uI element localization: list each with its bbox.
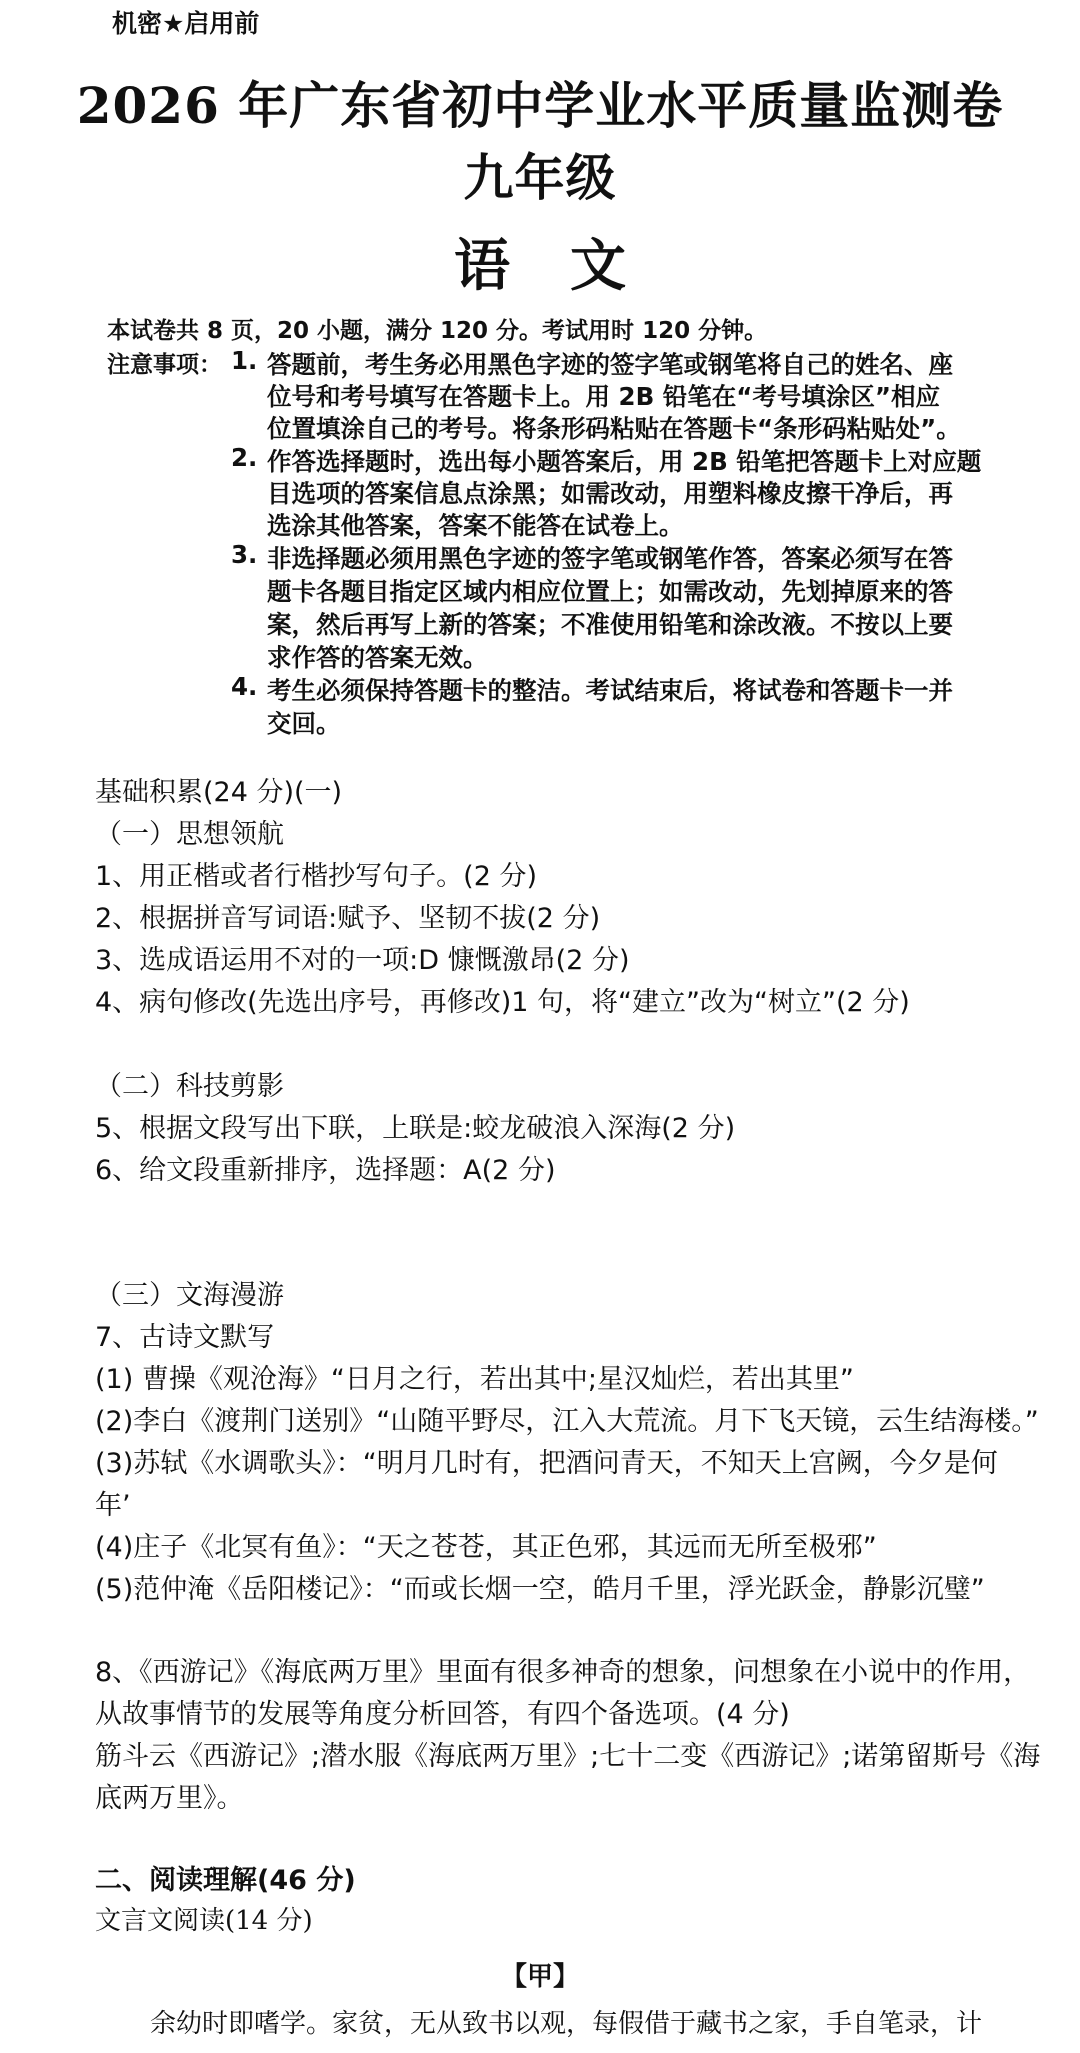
question-line: 2、根据拼音写词语:赋予、坚韧不拔(2 分) bbox=[95, 903, 601, 934]
notes-label: 注意事项： bbox=[107, 352, 222, 378]
exam-info: 本试卷共 8 页，20 小题，满分 120 分。考试用时 120 分钟。 bbox=[107, 318, 768, 344]
poem-line: (4)庄子《北冥有鱼》：“天之苍苍，其正色邪，其远而无所至极邪” bbox=[95, 1532, 877, 1563]
note-line: 非选择题必须用黑色字迹的签字笔或钢笔作答，答案必须写在答 bbox=[267, 544, 953, 573]
poem-line: (2)李白《渡荆门送别》“山随平野尽，江入大荒流。月下飞天镜，云生结海楼。” bbox=[95, 1406, 1039, 1437]
question-line: 4、病句修改(先选出序号，再修改)1 句，将“建立”改为“树立”(2 分) bbox=[95, 987, 910, 1018]
confidential-label: 机密★启用前 bbox=[112, 9, 260, 38]
question-line: 筋斗云《西游记》;潜水服《海底两万里》;七十二变《西游记》;诺第留斯号《海 bbox=[95, 1741, 1041, 1772]
question-line: 底两万里》。 bbox=[95, 1783, 244, 1814]
question-line: 从故事情节的发展等角度分析回答，有四个备选项。(4 分) bbox=[95, 1699, 790, 1730]
section-heading: 基础积累(24 分)(一) bbox=[95, 777, 343, 808]
subsection-heading: 文言文阅读(14 分) bbox=[95, 1906, 313, 1936]
poem-line: (3)苏轼《水调歌头》：“明月几时有，把酒问青天，不知天上宫阙，今夕是何 bbox=[95, 1448, 998, 1479]
poem-line: (1) 曹操《观沧海》“日月之行，若出其中;星汉灿烂，若出其里” bbox=[95, 1364, 854, 1395]
note-line: 位置填涂自己的考号。将条形码粘贴在答题卡“条形码粘贴处”。 bbox=[267, 414, 961, 443]
part-heading: （二）科技剪影 bbox=[95, 1071, 284, 1102]
note-line: 题卡各题目指定区域内相应位置上；如需改动，先划掉原来的答 bbox=[267, 577, 953, 606]
note-number: 2. bbox=[231, 443, 258, 472]
part-heading: （一）思想领航 bbox=[95, 819, 284, 850]
note-line: 作答选择题时，选出每小题答案后，用 2B 铅笔把答题卡上对应题 bbox=[267, 447, 982, 476]
note-number: 1. bbox=[231, 346, 258, 375]
section-heading: 二、阅读理解(46 分) bbox=[95, 1865, 356, 1896]
note-line: 答题前，考生务必用黑色字迹的签字笔或钢笔将自己的姓名、座 bbox=[267, 350, 953, 379]
note-line: 目选项的答案信息点涂黑；如需改动，用塑料橡皮擦干净后，再 bbox=[267, 479, 953, 508]
passage-text: 余幼时即嗜学。家贫，无从致书以观，每假借于藏书之家，手自笔录，计 bbox=[150, 2009, 983, 2039]
question-line: 1、用正楷或者行楷抄写句子。(2 分) bbox=[95, 861, 538, 892]
passage-marker: 【甲】 bbox=[500, 1962, 579, 1992]
note-line: 交回。 bbox=[267, 709, 341, 738]
note-line: 位号和考号填写在答题卡上。用 2B 铅笔在“考号填涂区”相应 bbox=[267, 382, 940, 411]
question-line: 3、选成语运用不对的一项:D 慷慨激昂(2 分) bbox=[95, 945, 630, 976]
question-line: 6、给文段重新排序，选择题：A(2 分) bbox=[95, 1155, 556, 1186]
question-line: 5、根据文段写出下联，上联是:蛟龙破浪入深海(2 分) bbox=[95, 1113, 736, 1144]
question-line: 8、《西游记》《海底两万里》里面有很多神奇的想象，问想象在小说中的作用， bbox=[95, 1657, 1031, 1688]
note-line: 案，然后再写上新的答案；不准使用铅笔和涂改液。不按以上要 bbox=[267, 610, 953, 639]
note-number: 4. bbox=[231, 672, 258, 701]
part-heading: （三）文海漫游 bbox=[95, 1280, 284, 1311]
poem-line: 年’ bbox=[95, 1490, 131, 1521]
question-line: 7、古诗文默写 bbox=[95, 1322, 275, 1353]
poem-line: (5)范仲淹《岳阳楼记》：“而或长烟一空，皓月千里，浮光跃金，静影沉璧” bbox=[95, 1574, 985, 1605]
grade-title: 九年级 bbox=[463, 148, 617, 207]
subject-title: 语文 bbox=[454, 233, 686, 299]
exam-title: 2026 年广东省初中学业水平质量监测卷 bbox=[76, 76, 1004, 135]
note-line: 考生必须保持答题卡的整洁。考试结束后，将试卷和答题卡一并 bbox=[267, 676, 953, 705]
note-line: 选涂其他答案，答案不能答在试卷上。 bbox=[267, 511, 684, 540]
note-line: 求作答的答案无效。 bbox=[267, 643, 488, 672]
note-number: 3. bbox=[231, 540, 258, 569]
